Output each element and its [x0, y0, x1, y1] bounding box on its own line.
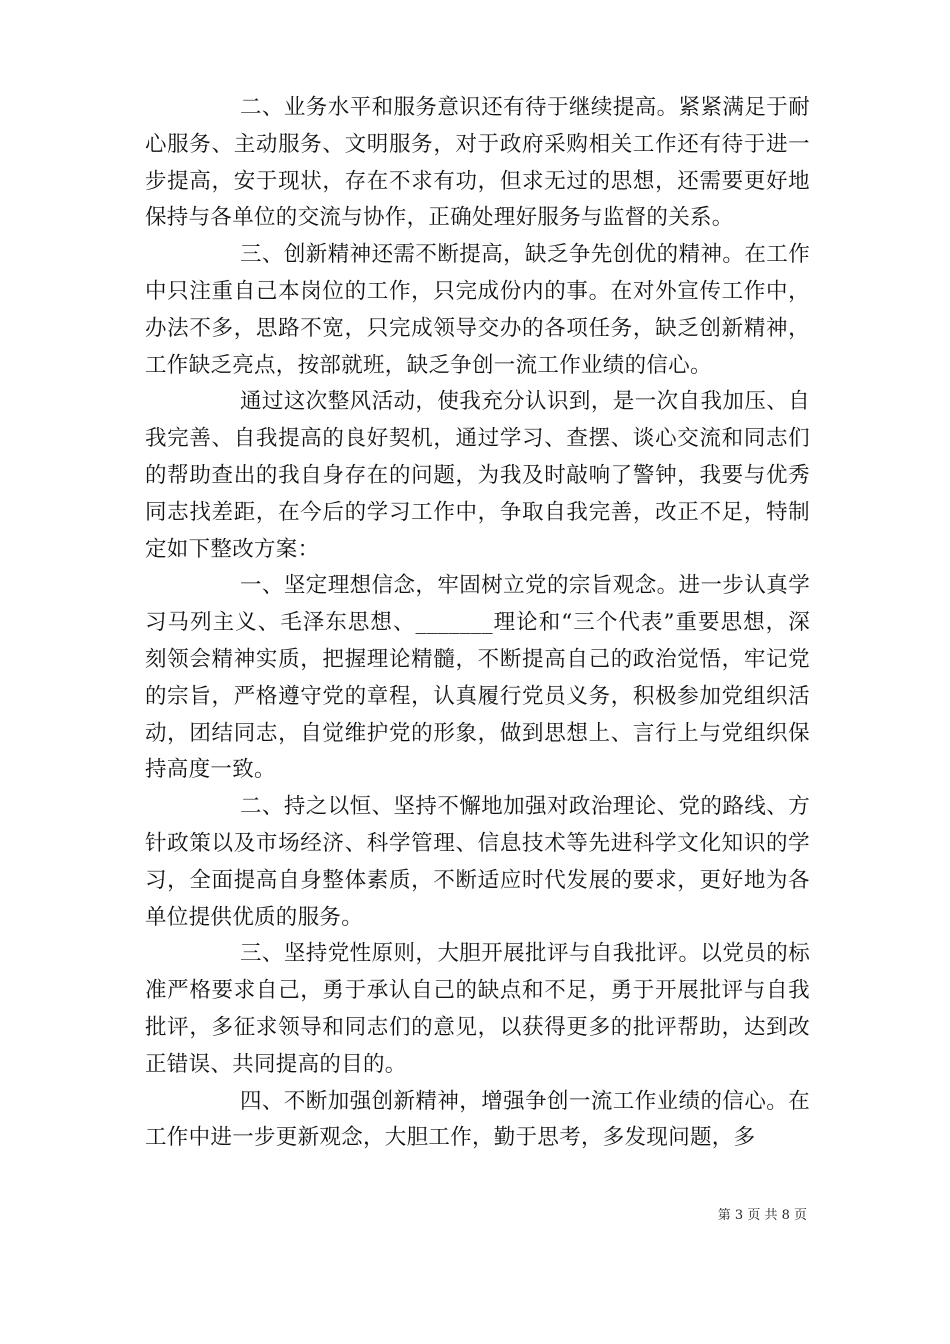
- paragraph-1: 二、业务水平和服务意识还有待于继续提高。紧紧满足于耐心服务、主动服务、文明服务，对于政府采购相关工作还有待于进一步提高，安于现状，存在不求有功，但求无过的思想，还需要更好地保持与各单位的交流与协作，正确处理好服务与监督的关系。: [145, 95, 810, 231]
- paragraph-6: 三、坚持党性原则，大胆开展批评与自我批评。以党员的标准严格要求自己，勇于承认自己的缺点和不足，勇于开展批评与自我批评，多征求领导和同志们的意见，以获得更多的批评帮助，达到改正错误、共同提高的目的。: [145, 941, 810, 1077]
- page-number-footer: 第 3 页 共 8 页: [717, 1208, 807, 1223]
- paragraph-7: 四、不断加强创新精神，增强争创一流工作业绩的信心。在工作中进一步更新观念，大胆工作，勤于思考，多发现问题，多: [145, 1088, 810, 1151]
- paragraph-2: 三、创新精神还需不断提高，缺乏争先创优的精神。在工作中只注重自己本岗位的工作，只完成份内的事。在对外宣传工作中，办法不多，思路不宽，只完成领导交办的各项任务，缺乏创新精神，工作缺乏亮点，按部就班，缺乏争创一流工作业绩的信心。: [145, 242, 810, 378]
- paragraph-3: 通过这次整风活动，使我充分认识到，是一次自我加压、自我完善、自我提高的良好契机，通过学习、查摆、谈心交流和同志们的帮助查出的我自身存在的问题，为我及时敲响了警钟，我要与优秀同志找差距，在今后的学习工作中，争取自我完善，改正不足，特制定如下整改方案：: [145, 389, 810, 562]
- paragraph-4: 一、坚定理想信念，牢固树立党的宗旨观念。进一步认真学习马列主义、毛泽东思想、_______理论和“三个代表”重要思想，深刻领会精神实质，把握理论精髓，不断提高自己的政治觉悟，牢记党的宗旨，严格遵守党的章程，认真履行党员义务，积极参加党组织活动，团结同志，自觉维护党的形象，做到思想上、言行上与党组织保持高度一致。: [145, 573, 810, 783]
- document-body: [145, 90, 810, 1157]
- paragraph-5: 二、持之以恒、坚持不懈地加强对政治理论、党的路线、方针政策以及市场经济、科学管理、信息技术等先进科学文化知识的学习，全面提高自身整体素质，不断适应时代发展的要求，更好地为各单位提供优质的服务。: [145, 794, 810, 930]
